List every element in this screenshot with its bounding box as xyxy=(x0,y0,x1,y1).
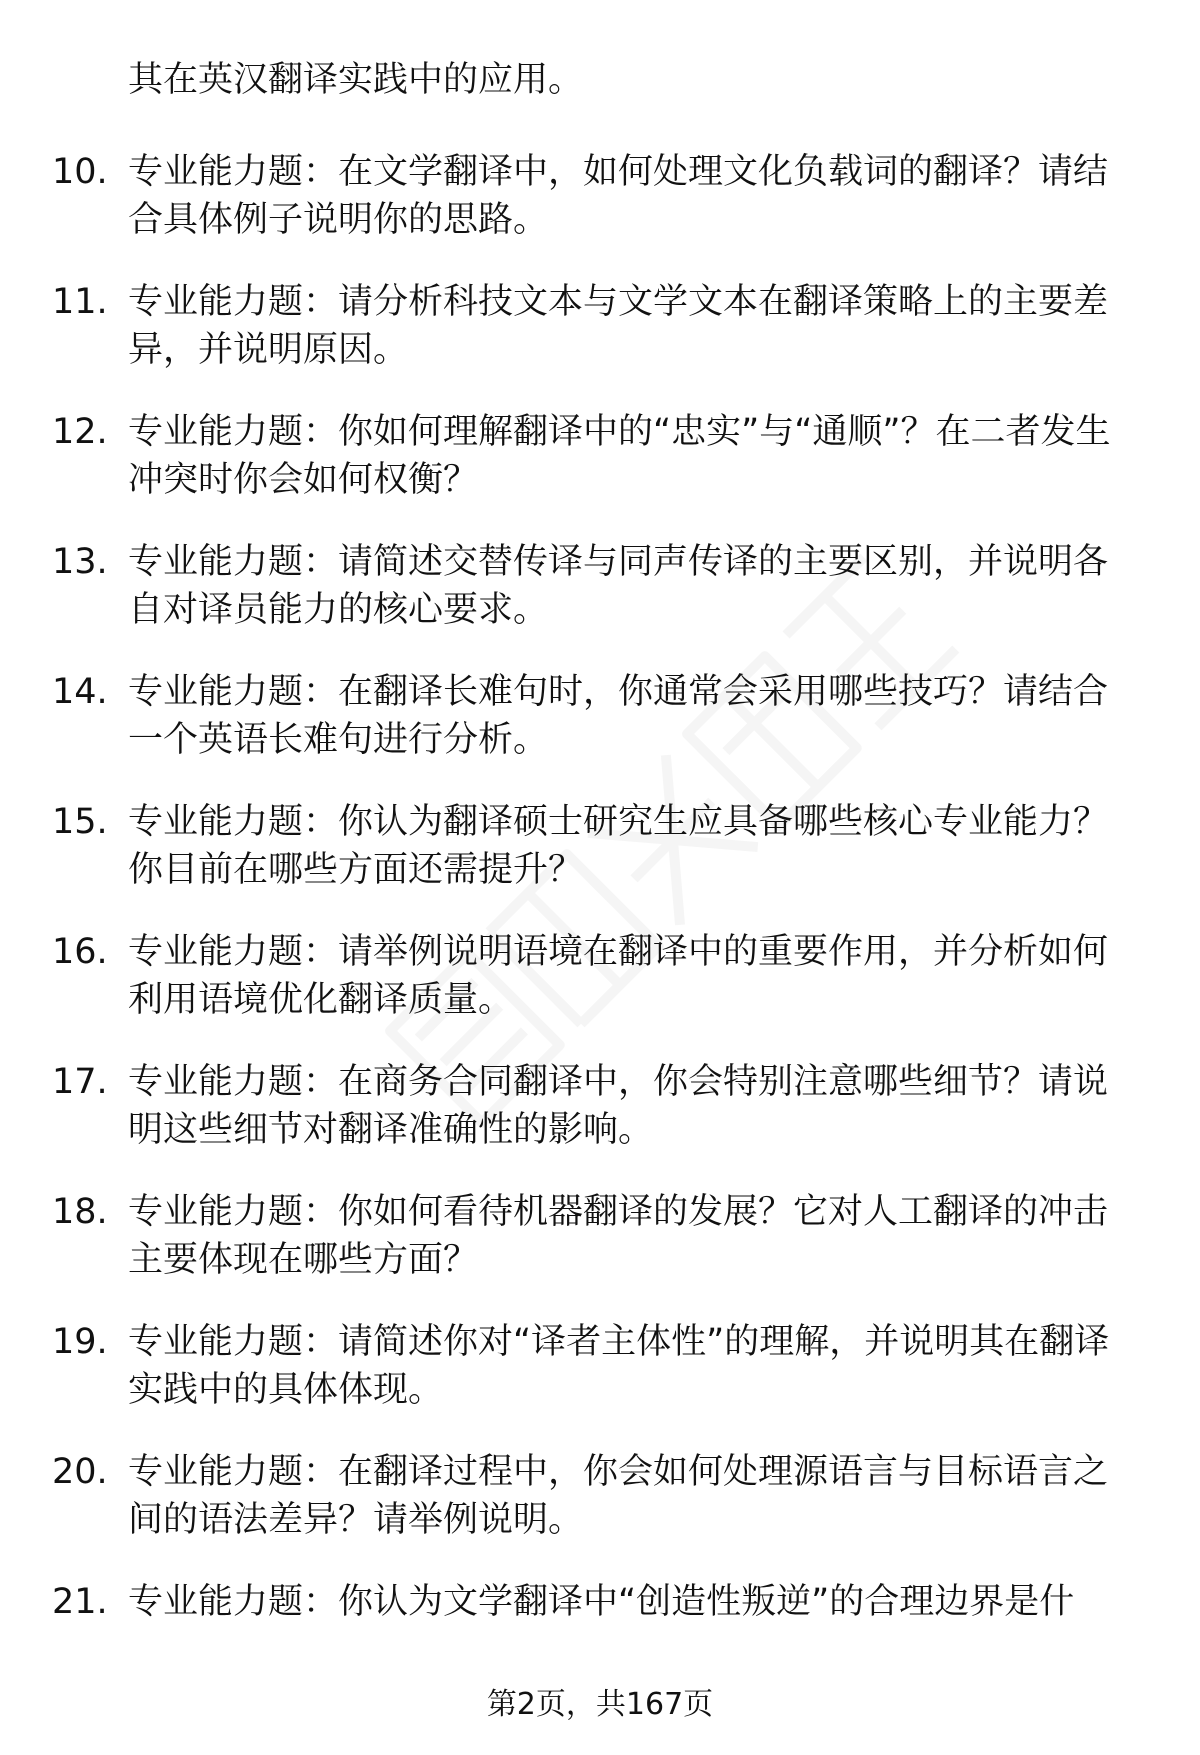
question-text: 专业能力题：你认为翻译硕士研究生应具备哪些核心专业能力？你目前在哪些方面还需提升？ xyxy=(128,802,1109,890)
question-number: 16. xyxy=(52,932,108,972)
question-text: 专业能力题：你如何理解翻译中的“忠实”与“通顺”？在二者发生冲突时你会如何权衡？ xyxy=(128,412,1111,500)
question-text: 专业能力题：请举例说明语境在翻译中的重要作用，并分析如何利用语境优化翻译质量。 xyxy=(128,932,1109,1020)
question-item xyxy=(0,798,1200,928)
question-text: 专业能力题：请简述交替传译与同声传译的主要区别，并说明各自对译员能力的核心要求。 xyxy=(128,542,1109,630)
question-text: 专业能力题：你如何看待机器翻译的发展？它对人工翻译的冲击主要体现在哪些方面？ xyxy=(128,1192,1109,1280)
question-text: 专业能力题：在翻译长难句时，你通常会采用哪些技巧？请结合一个英语长难句进行分析。 xyxy=(128,672,1109,760)
continuation-text: 其在英汉翻译实践中的应用。 xyxy=(128,60,584,100)
question-item xyxy=(0,1318,1200,1448)
question-item xyxy=(0,408,1200,538)
question-item xyxy=(0,148,1200,278)
question-text: 专业能力题：请简述你对“译者主体性”的理解，并说明其在翻译实践中的具体体现。 xyxy=(128,1322,1110,1410)
question-number: 15. xyxy=(52,802,108,842)
question-number: 12. xyxy=(52,412,108,452)
question-text: 专业能力题：在商务合同翻译中，你会特别注意哪些细节？请说明这些细节对翻译准确性的影响。 xyxy=(128,1062,1109,1150)
question-text: 专业能力题：你认为文学翻译中“创造性叛逆”的合理边界是什 xyxy=(128,1582,1075,1622)
question-number: 17. xyxy=(52,1062,108,1102)
question-number: 14. xyxy=(52,672,108,712)
question-number: 10. xyxy=(52,152,108,192)
question-item xyxy=(0,1188,1200,1318)
question-number: 13. xyxy=(52,542,108,582)
question-list xyxy=(0,148,1200,1708)
question-text: 专业能力题：请分析科技文本与文学文本在翻译策略上的主要差异，并说明原因。 xyxy=(128,282,1109,370)
question-item xyxy=(0,278,1200,408)
question-number: 21. xyxy=(52,1582,108,1622)
question-item xyxy=(0,1448,1200,1578)
question-item xyxy=(0,668,1200,798)
question-item xyxy=(0,1058,1200,1188)
question-item xyxy=(0,928,1200,1058)
question-text: 专业能力题：在翻译过程中，你会如何处理源语言与目标语言之间的语法差异？请举例说明。 xyxy=(128,1452,1109,1540)
question-text: 专业能力题：在文学翻译中，如何处理文化负载词的翻译？请结合具体例子说明你的思路。 xyxy=(128,152,1109,240)
question-number: 20. xyxy=(52,1452,108,1492)
question-number: 11. xyxy=(52,282,108,322)
question-number: 19. xyxy=(52,1322,108,1362)
question-item xyxy=(0,538,1200,668)
page-footer: 第2页，共167页 xyxy=(486,1687,714,1722)
question-number: 18. xyxy=(52,1192,108,1232)
